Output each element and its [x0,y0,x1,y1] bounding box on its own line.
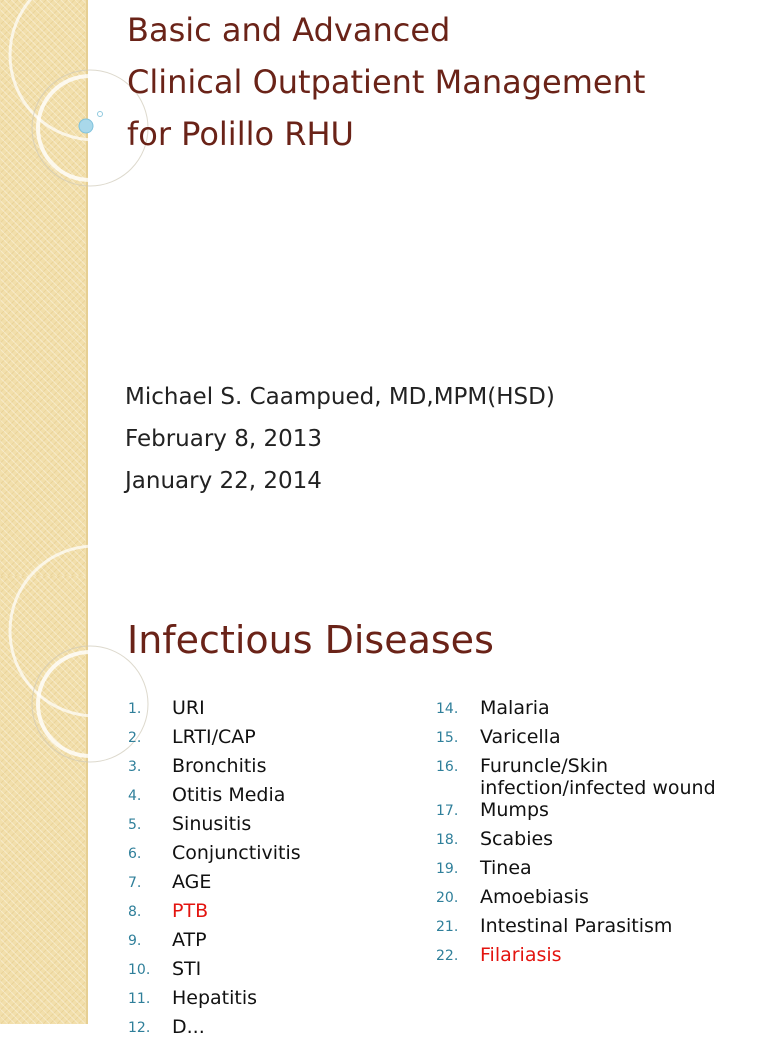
list-item-number: 15. [436,730,459,746]
list-item [128,929,418,958]
list-item [128,697,418,726]
list-item-number: 12. [128,1020,151,1036]
list-item-text: LRTI/CAP [172,726,256,748]
list-item-number: 1. [128,701,142,717]
list-item [128,871,418,900]
list-item-text: Furuncle/Skin infection/infected wound [480,755,716,799]
list-item [128,1016,418,1045]
list-item-number: 18. [436,832,459,848]
list-item [436,697,756,726]
date-line: January 22, 2014 [125,468,322,494]
list-item-text: Filariasis [480,944,562,966]
list-item [128,958,418,987]
list-item-number: 9. [128,933,142,949]
list-item [436,886,756,915]
slide-heading: Infectious Diseases [127,618,494,662]
list-item-number: 21. [436,919,459,935]
stripe-edge [86,0,88,576]
list-item [436,915,756,944]
list-item-text: AGE [172,871,212,893]
title-line: Clinical Outpatient Management [127,63,646,101]
author-line: Michael S. Caampued, MD,MPM(HSD) [125,384,555,410]
list-item-text: Amoebiasis [480,886,589,908]
date-line: February 8, 2013 [125,426,323,452]
list-item-text: Conjunctivitis [172,842,301,864]
list-item-number: 4. [128,788,142,804]
decorative-side-stripe [0,0,86,576]
list-item-text: Scabies [480,828,554,850]
list-item-text: Tinea [480,857,532,879]
list-item-text: Bronchitis [172,755,267,777]
list-item [128,900,418,929]
list-item [436,857,756,886]
decorative-side-stripe [0,576,86,1024]
list-item-text: Intestinal Parasitism [480,915,673,937]
list-item-number: 11. [128,991,151,1007]
list-item [436,828,756,857]
list-item-text: URI [172,697,205,719]
list-item [128,987,418,1016]
list-item [436,799,756,828]
list-item-text: Otitis Media [172,784,286,806]
list-item [436,755,756,799]
list-item-number: 3. [128,759,142,775]
list-item [128,726,418,755]
list-item-number: 17. [436,803,459,819]
list-item-text: PTB [172,900,209,922]
list-item [436,726,756,755]
list-item-text: STI [172,958,202,980]
list-item-text: Sinusitis [172,813,252,835]
slide-subtitle [125,376,745,502]
disease-list-right [436,697,756,973]
list-item-number: 19. [436,861,459,877]
slide-title [127,4,747,160]
title-line: Basic and Advanced [127,11,451,49]
content-slide [0,576,768,1038]
list-item-text: Varicella [480,726,561,748]
list-item [128,842,418,871]
list-item-number: 16. [436,759,459,775]
list-item-number: 7. [128,875,142,891]
list-item-text: Hepatitis [172,987,258,1009]
list-item-text: Mumps [480,799,549,821]
list-item-number: 10. [128,962,151,978]
stripe-edge [86,576,88,1024]
list-item-number: 14. [436,701,459,717]
list-item [128,755,418,784]
list-item [436,944,756,973]
title-line: for Polillo RHU [127,115,354,153]
list-item [128,813,418,842]
list-item-text: D... [172,1016,205,1038]
list-item-number: 8. [128,904,142,920]
list-item-number: 22. [436,948,459,964]
list-item [128,784,418,813]
list-item-text: ATP [172,929,207,951]
list-item-text: Malaria [480,697,550,719]
list-item-number: 20. [436,890,459,906]
disease-list-left [128,697,418,1045]
list-item-number: 5. [128,817,142,833]
list-item-number: 6. [128,846,142,862]
list-item-number: 2. [128,730,142,746]
